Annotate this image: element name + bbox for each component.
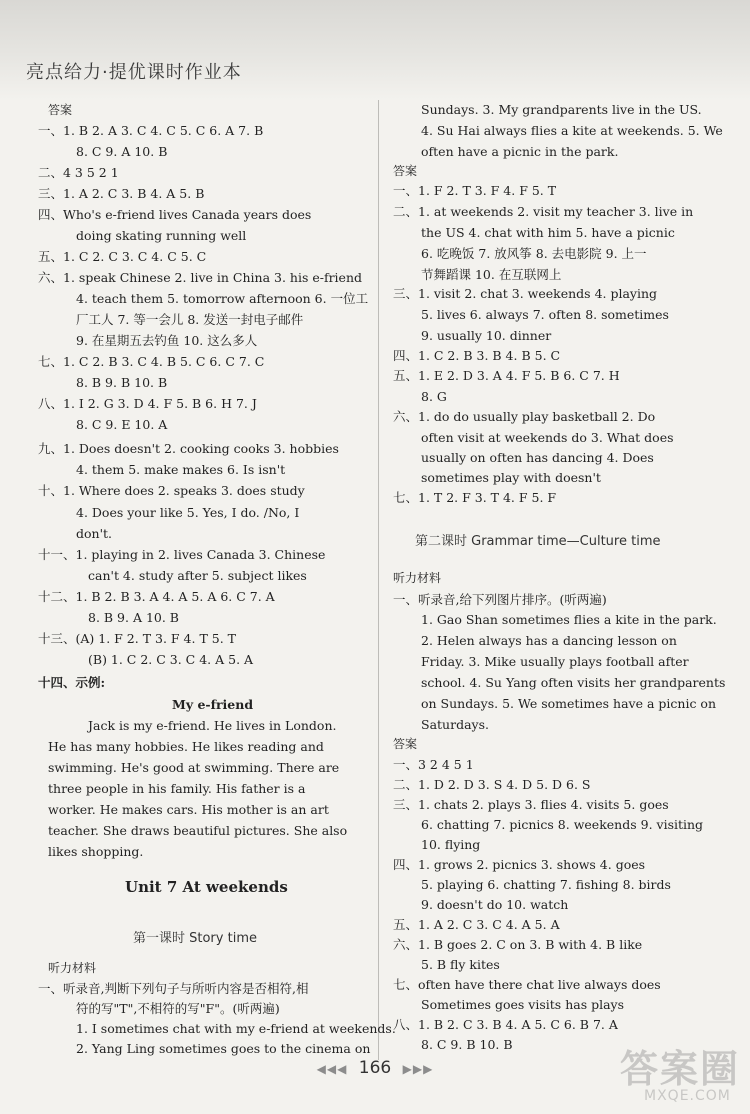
answer-line: 一、3 2 4 5 1 (393, 757, 474, 772)
answer-line: 十一、1. playing in 2. lives Canada 3. Chinese (38, 547, 326, 562)
lesson-title: 第一课时 Story time (133, 931, 257, 946)
answer-line: 5. playing 6. chatting 7. fishing 8. birds (421, 877, 671, 892)
listening-line: Saturdays. (421, 717, 489, 732)
page-number: 166 (358, 1058, 392, 1078)
answer-line: 七、1. C 2. B 3. C 4. B 5. C 6. C 7. C (38, 354, 265, 369)
answer-line: 十二、1. B 2. B 3. A 4. A 5. A 6. C 7. A (38, 589, 275, 604)
answer-line: 6. chatting 7. picnics 8. weekends 9. visiting (421, 817, 704, 832)
essay-line: He has many hobbies. He likes reading and (48, 739, 324, 754)
answer-line: 三、1. visit 2. chat 3. weekends 4. playing (393, 286, 658, 301)
watermark-url: MXQE.COM (644, 1088, 731, 1104)
essay-title: My e-friend (172, 697, 254, 712)
listening-line: 1. I sometimes chat with my e-friend at weekends. (76, 1021, 396, 1036)
answer-line: 二、1. D 2. D 3. S 4. D 5. D 6. S (393, 777, 591, 792)
answer-line: 三、1. chats 2. plays 3. flies 4. visits 5. goes (393, 797, 669, 812)
answer-line: 8. B 9. B 10. B (76, 375, 168, 390)
watermark-text: 答案圈 (620, 1047, 741, 1091)
answer-line: don't. (76, 526, 113, 541)
column-divider (378, 100, 379, 1060)
listening-line: Sundays. 3. My grandparents live in the US. (421, 102, 702, 117)
answer-line: (B) 1. C 2. C 3. C 4. A 5. A (88, 652, 254, 667)
answers-heading: 答案 (48, 103, 73, 117)
essay-line: swimming. He's good at swimming. There are (48, 760, 340, 775)
essay-line: worker. He makes cars. His mother is an art (48, 802, 329, 817)
answer-line: 9. doesn't do 10. watch (421, 897, 569, 912)
answer-line: 10. flying (421, 837, 481, 852)
answer-line: 二、1. at weekends 2. visit my teacher 3. live in (393, 204, 694, 219)
answer-line: 4. them 5. make makes 6. Is isn't (76, 462, 286, 477)
essay-line: teacher. She draws beautiful pictures. She also (48, 823, 348, 838)
answer-line: 5. lives 6. always 7. often 8. sometimes (421, 307, 669, 322)
answer-line: 十三、(A) 1. F 2. T 3. F 4. T 5. T (38, 631, 237, 646)
answer-line: the US 4. chat with him 5. have a picnic (421, 225, 675, 240)
next-arrows-icon: ▶▶▶ (402, 1062, 434, 1076)
answer-line: 六、1. do do usually play basketball 2. Do (393, 409, 656, 424)
essay-line: Jack is my e-friend. He lives in London. (88, 718, 337, 733)
listening-line: 2. Helen always has a dancing lesson on (421, 633, 677, 648)
answer-line: 一、1. F 2. T 3. F 4. F 5. T (393, 183, 557, 198)
answer-line: 8. C 9. E 10. A (76, 417, 168, 432)
listening-line: 符的写"T",不相符的写"F"。(听两遍) (76, 1001, 280, 1016)
unit-title: Unit 7 At weekends (125, 878, 288, 896)
header-band (0, 0, 750, 100)
answer-line: 8. B 9. A 10. B (88, 610, 179, 625)
listening-line: school. 4. Su Yang often visits her grandparents (421, 675, 726, 690)
answer-line: 六、1. B goes 2. C on 3. B with 4. B like (393, 937, 643, 952)
answers-heading: 答案 (393, 164, 418, 178)
answer-line: 4. teach them 5. tomorrow afternoon 6. 一位工 (76, 291, 369, 306)
answer-line: can't 4. study after 5. subject likes (88, 568, 307, 583)
answer-line: 8. C 9. B 10. B (421, 1037, 513, 1052)
answer-line: 四、Who's e-friend lives Canada years does (38, 207, 312, 222)
answer-line: 九、1. Does doesn't 2. cooking cooks 3. hobbies (38, 441, 339, 456)
answer-line: 8. G (421, 389, 447, 404)
answers-heading: 答案 (393, 737, 418, 751)
listening-line: 一、听录音,给下列图片排序。(听两遍) (393, 592, 607, 607)
answer-line: 四、1. C 2. B 3. B 4. B 5. C (393, 348, 561, 363)
listening-line: Friday. 3. Mike usually plays football after (421, 654, 689, 669)
answer-line: 六、1. speak Chinese 2. live in China 3. his e-friend (38, 270, 363, 285)
answer-line: 八、1. I 2. G 3. D 4. F 5. B 6. H 7. J (38, 396, 257, 411)
answer-line: 8. C 9. A 10. B (76, 144, 168, 159)
listening-line: on Sundays. 5. We sometimes have a picnic on (421, 696, 717, 711)
answer-line: 四、1. grows 2. picnics 3. shows 4. goes (393, 857, 646, 872)
answer-line: 十四、示例: (38, 675, 106, 690)
answer-line: doing skating running well (76, 228, 247, 243)
answer-line: 5. B fly kites (421, 957, 500, 972)
answer-line: 三、1. A 2. C 3. B 4. A 5. B (38, 186, 205, 201)
answer-line: 十、1. Where does 2. speaks 3. does study (38, 483, 305, 498)
answer-line: 厂工人 7. 等一会儿 8. 发送一封电子邮件 (76, 312, 304, 327)
listening-line: 1. Gao Shan sometimes flies a kite in the park. (421, 612, 717, 627)
answer-line: sometimes play with doesn't (421, 470, 601, 485)
answer-line: 五、1. E 2. D 3. A 4. F 5. B 6. C 7. H (393, 368, 620, 383)
watermark-logo (600, 1030, 740, 1110)
answer-line: 6. 吃晚饭 7. 放风筝 8. 去电影院 9. 上一 (421, 246, 647, 261)
essay-line: three people in his family. His father is a (48, 781, 306, 796)
answer-line: 八、1. B 2. C 3. B 4. A 5. C 6. B 7. A (393, 1017, 618, 1032)
listening-line: 2. Yang Ling sometimes goes to the cinema on (76, 1041, 371, 1056)
listening-heading: 听力材料 (48, 961, 97, 975)
listening-line: often have a picnic in the park. (421, 144, 619, 159)
answer-line: 9. 在星期五去钓鱼 10. 这么多人 (76, 333, 258, 348)
listening-heading: 听力材料 (393, 571, 442, 585)
book-title: 亮点给力·提优课时作业本 (26, 62, 242, 83)
answer-line: 五、1. A 2. C 3. C 4. A 5. A (393, 917, 560, 932)
answer-line: 9. usually 10. dinner (421, 328, 552, 343)
answer-line: 一、1. B 2. A 3. C 4. C 5. C 6. A 7. B (38, 123, 264, 138)
essay-line: likes shopping. (48, 844, 144, 859)
listening-line: 4. Su Hai always flies a kite at weekends. 5. We (421, 123, 723, 138)
lesson-title: 第二课时 Grammar time—Culture time (415, 534, 661, 549)
prev-arrows-icon: ◀◀◀ (316, 1062, 348, 1076)
answer-line: 五、1. C 2. C 3. C 4. C 5. C (38, 249, 207, 264)
answer-line: 二、4 3 5 2 1 (38, 165, 119, 180)
answer-line: Sometimes goes visits has plays (421, 997, 625, 1012)
answer-line: 节舞蹈课 10. 在互联网上 (421, 267, 562, 282)
answer-line: 七、1. T 2. F 3. T 4. F 5. F (393, 490, 557, 505)
answer-line: often visit at weekends do 3. What does (421, 430, 674, 445)
answer-line: 七、often have there chat live always does (393, 977, 661, 992)
answer-line: 4. Does your like 5. Yes, I do. /No, I (76, 505, 300, 520)
listening-line: 一、听录音,判断下列句子与所听内容是否相符,相 (38, 981, 309, 996)
answer-line: usually on often has dancing 4. Does (421, 450, 654, 465)
